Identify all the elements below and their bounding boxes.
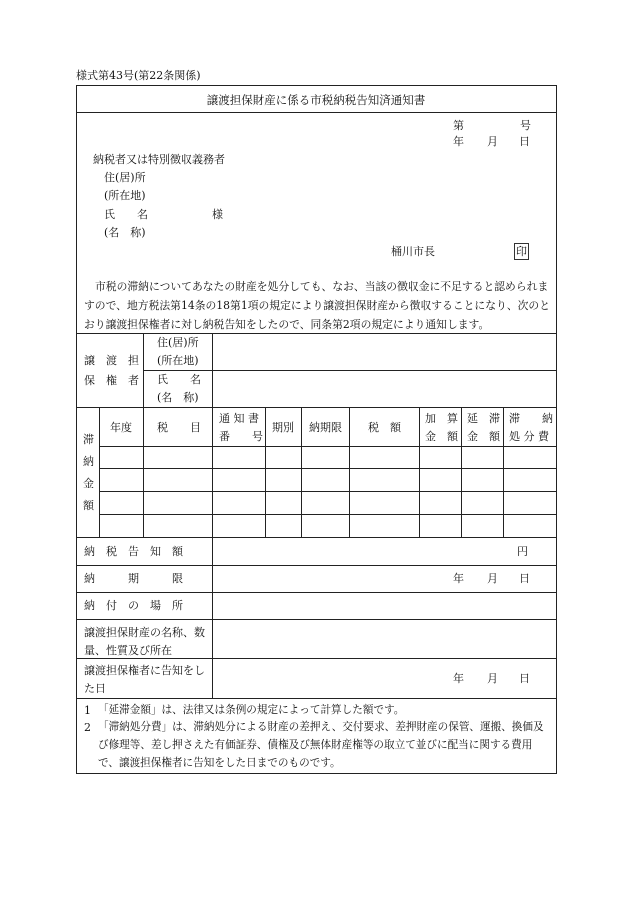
col-proc-2: 処 分 費 <box>509 430 549 443</box>
col-amount: 税 額 <box>368 421 401 434</box>
holder-label-1: 譲 渡 担 <box>84 354 139 367</box>
divider <box>349 407 350 537</box>
divider <box>99 407 100 537</box>
holder-address: 住(居)所 <box>157 336 199 349</box>
body-text: 市税の滞納についてあなたの財産を処分しても、なお、当該の徴収金に不足すると認められますので、地方税法第14条の18第1項の規定により譲渡担保財産から徴収することになり、次のとおり譲渡担保権者に対し納税告知をしたので、同条第2項の規定により通知します。 <box>84 280 551 331</box>
divider <box>76 407 556 408</box>
col-add-1: 加 算 <box>425 412 458 425</box>
taxpayer-label: 納税者又は特別徴収義務者 <box>93 153 225 166</box>
address-label: 住(居)所 <box>104 171 146 184</box>
col-notice-1: 通 知 書 <box>219 412 259 425</box>
form-number: 様式第43号(第22条関係) <box>76 69 201 82</box>
date-hi: 日 <box>519 135 530 148</box>
deadline-tsuki: 月 <box>487 572 498 585</box>
note-1-number: 1 <box>84 704 91 717</box>
note-1-text: 「延滞金額」は、法律又は条例の規定によって計算した額です。 <box>98 704 405 716</box>
mayor-label: 桶川市長 <box>391 245 435 258</box>
arrears-side-1: 滞 <box>83 433 94 446</box>
arrears-side-2: 納 <box>83 455 94 468</box>
divider <box>76 333 556 334</box>
arrears-side-3: 金 <box>83 477 94 490</box>
document-title: 譲渡担保財産に係る市税納税告知済通知書 <box>206 93 426 107</box>
deadline-nen: 年 <box>453 572 464 585</box>
divider <box>265 407 266 537</box>
name-label: 氏 名 <box>104 208 148 221</box>
divider <box>301 407 302 537</box>
date-tsuki: 月 <box>487 135 498 148</box>
divider <box>503 407 504 537</box>
col-deadline: 納期限 <box>309 421 342 434</box>
payment-place-label: 納 付 の 場 所 <box>84 599 183 612</box>
notified-date-label: 譲渡担保権者に告知をした日 <box>84 664 205 695</box>
divider <box>76 537 556 538</box>
seal-mark: 印 <box>516 245 527 258</box>
col-period: 期別 <box>272 421 294 434</box>
col-year: 年度 <box>110 421 132 434</box>
col-add-2: 金 額 <box>425 430 458 443</box>
sama-label: 様 <box>212 208 223 221</box>
number-dai: 第 <box>453 119 464 132</box>
divider <box>99 468 556 469</box>
date-nen: 年 <box>453 135 464 148</box>
notice-amount-label: 納 税 告 知 額 <box>84 545 183 558</box>
holder-label-2: 保 権 者 <box>84 374 139 387</box>
col-item: 税 目 <box>157 421 201 434</box>
divider <box>76 619 556 620</box>
divider <box>143 407 144 537</box>
number-go: 号 <box>520 119 531 132</box>
notified-hi: 日 <box>519 672 530 685</box>
col-late-2: 金 額 <box>467 430 500 443</box>
divider <box>99 491 556 492</box>
notified-nen: 年 <box>453 672 464 685</box>
divider <box>99 446 556 447</box>
location-label: (所在地) <box>104 189 146 202</box>
divider <box>419 407 420 537</box>
col-late-1: 延 滞 <box>467 412 500 425</box>
holder-location: (所在地) <box>157 354 199 367</box>
col-proc-1: 滞 納 <box>509 412 553 425</box>
divider <box>461 407 462 537</box>
yen-label: 円 <box>517 545 528 558</box>
meisho-label: (名 称) <box>104 226 146 239</box>
divider <box>143 370 556 371</box>
divider <box>99 514 556 515</box>
divider <box>76 698 556 699</box>
holder-meisho: (名 称) <box>157 391 199 404</box>
divider <box>76 565 556 566</box>
notified-tsuki: 月 <box>487 672 498 685</box>
divider <box>76 112 556 113</box>
deadline-hi: 日 <box>519 572 530 585</box>
note-2-text: 「滞納処分費」は、滞納処分による財産の差押え、交付要求、差押財産の保管、運搬、換価及び修理等、差し押さえた有価証券、債権及び無体財産権等の取立て並びに配当に関する費用で、譲渡担保権者に告知をした日までのものです。 <box>98 721 544 769</box>
divider <box>76 592 556 593</box>
holder-name: 氏 名 <box>157 373 201 386</box>
divider <box>212 537 213 698</box>
deadline-label: 納 期 限 <box>84 572 183 585</box>
divider <box>212 407 213 537</box>
property-label: 譲渡担保財産の名称、数量、性質及び所在 <box>84 626 205 657</box>
note-2-number: 2 <box>84 721 91 734</box>
col-notice-2: 番 号 <box>219 430 263 443</box>
arrears-side-4: 額 <box>83 499 94 512</box>
